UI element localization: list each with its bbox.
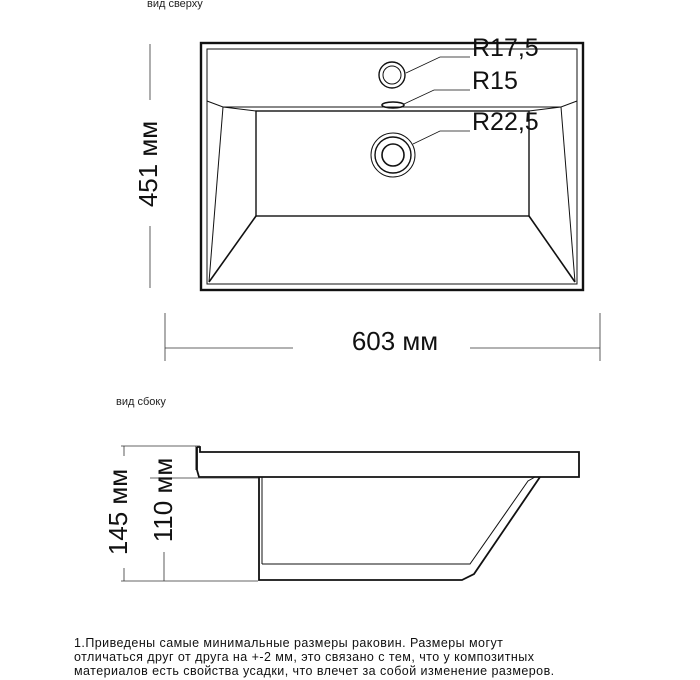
note-line: материалов есть свойства усадки, что влечет за собой изменение размеров. (74, 664, 555, 678)
dimension-note (74, 636, 694, 678)
radius-label-overflow: R15 (472, 67, 518, 95)
note-line: отличаться друг от друга на +-2 мм, это связано с тем, что у композитных (74, 650, 535, 664)
radius-label-drain: R22,5 (472, 108, 539, 136)
bowl-wall-bottom-left (209, 216, 256, 282)
radius-label-faucet: R17,5 (472, 34, 539, 62)
faucet-hole-inner (383, 66, 401, 84)
bowl-height-label: 110 мм (148, 457, 178, 543)
drain-hole-middle (375, 137, 411, 173)
bowl-wall-right (561, 107, 575, 282)
leader-r15 (404, 90, 470, 104)
leader-r17-5 (406, 57, 470, 73)
side-view (196, 446, 579, 580)
depth-label: 451 мм (133, 120, 163, 208)
drain-hole-inner (382, 144, 404, 166)
countertop-slab (197, 447, 579, 477)
width-label: 603 мм (351, 326, 439, 356)
bowl-wall-left (209, 107, 223, 282)
top-view (201, 43, 583, 290)
bowl-wall-top-left (223, 107, 256, 111)
total-height-label: 145 мм (103, 468, 133, 556)
drain-hole-outer (371, 133, 415, 177)
top-view-label: вид сверху (147, 0, 203, 10)
side-view-label: вид сбоку (116, 396, 166, 408)
total-height-dimension (121, 446, 258, 581)
bowl-inner-floor (262, 477, 535, 564)
bowl-body (259, 477, 540, 580)
note-line: 1.Приведены самые минимальные размеры раковин. Размеры могут (74, 636, 504, 650)
leader-r22-5 (413, 131, 470, 144)
bowl-wall-bottom-right (529, 216, 575, 282)
